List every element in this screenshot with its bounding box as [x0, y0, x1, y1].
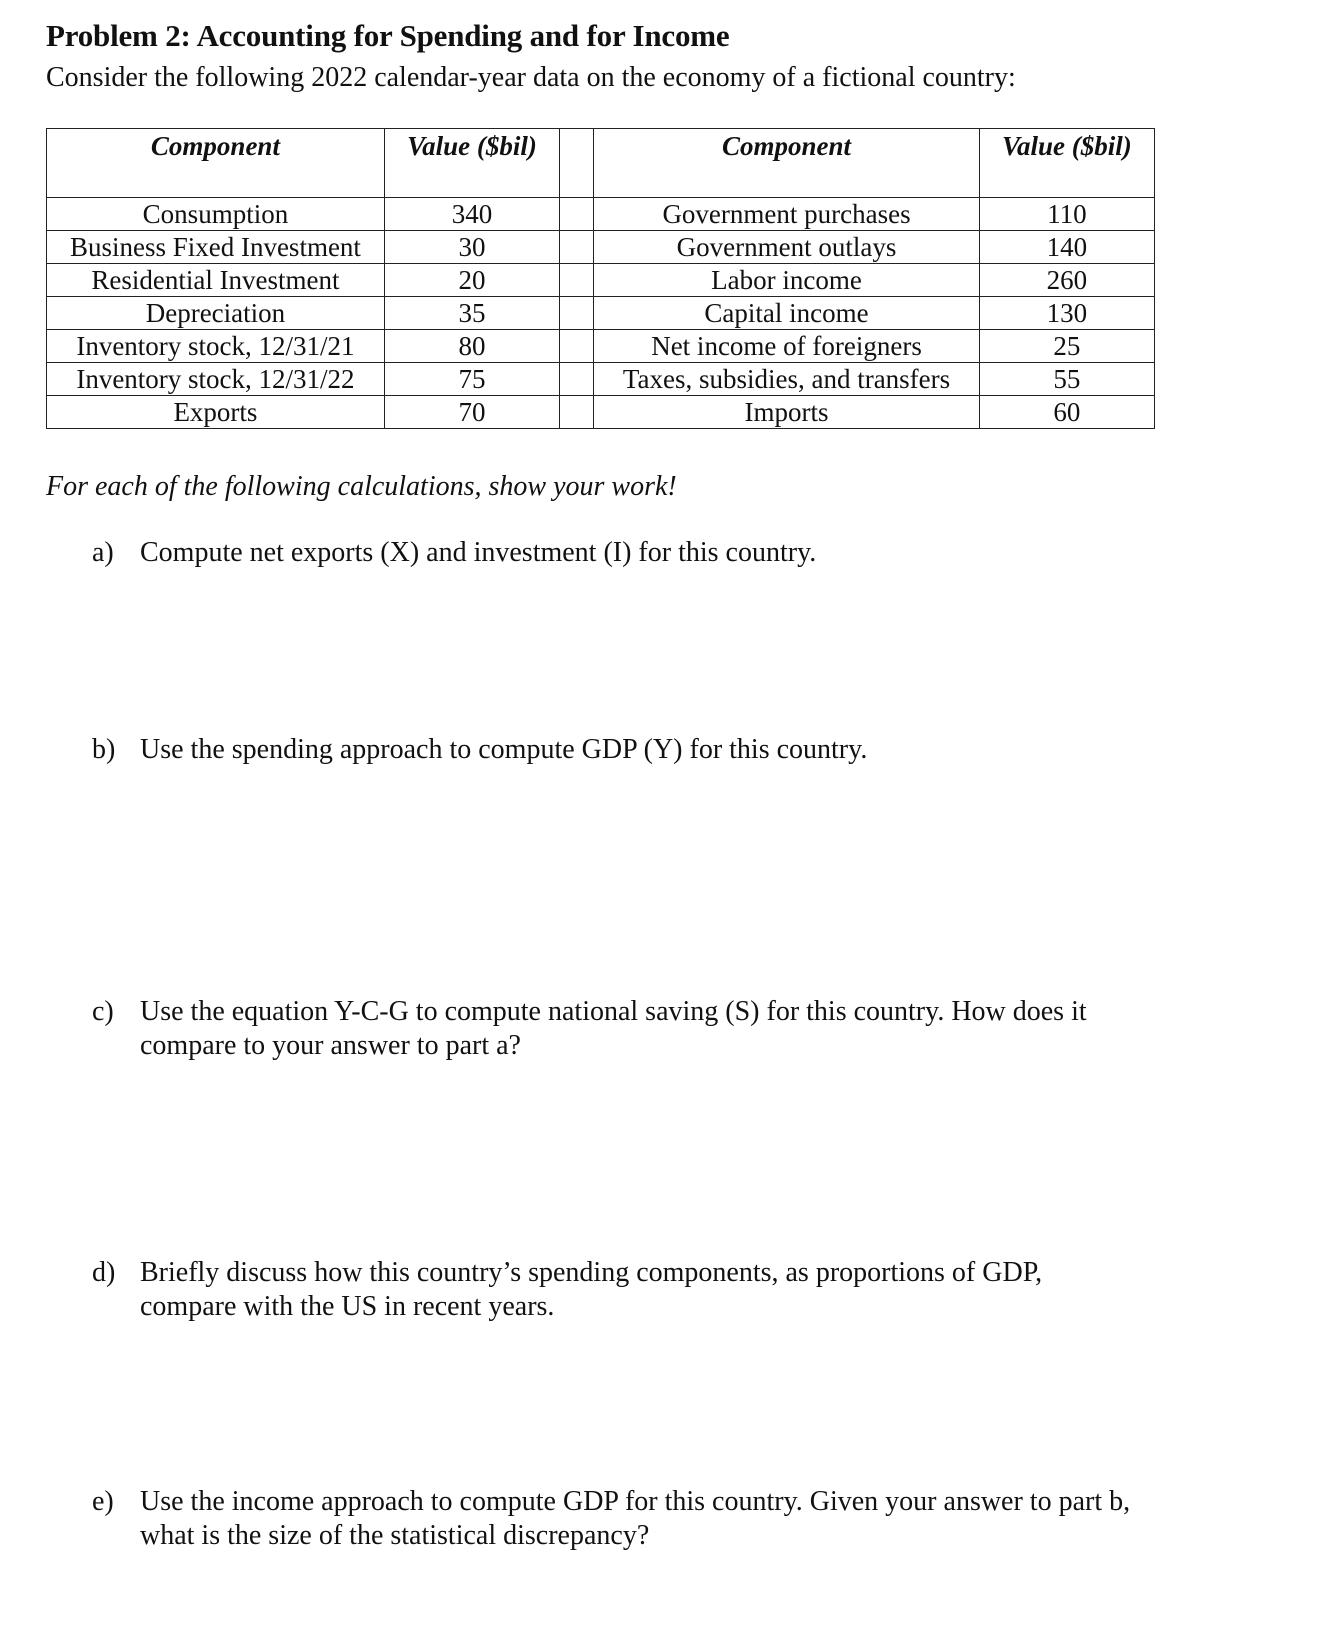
question-label: e) [92, 1486, 114, 1517]
left-component-cell: Exports [47, 396, 385, 429]
left-value-cell: 30 [384, 231, 559, 264]
work-instruction: For each of the following calculations, show your work! [46, 471, 677, 502]
spacer-column-header [560, 129, 594, 198]
left-component-cell: Depreciation [47, 297, 385, 330]
question-label: c) [92, 996, 114, 1027]
header-left-component: Component [47, 129, 385, 198]
spacer-cell [560, 396, 594, 429]
question-text: Compute net exports (X) and investment (I) for this country. [140, 537, 817, 568]
problem-title: Problem 2: Accounting for Spending and for Income [46, 18, 730, 53]
left-component-cell: Inventory stock, 12/31/21 [47, 330, 385, 363]
table-row [47, 264, 1155, 297]
left-value-cell: 35 [384, 297, 559, 330]
table-row [47, 396, 1155, 429]
problem-intro: Consider the following 2022 calendar-year data on the economy of a fictional country: [46, 62, 1016, 93]
left-value-cell: 80 [384, 330, 559, 363]
right-value-cell: 130 [979, 297, 1154, 330]
right-component-cell: Net income of foreigners [594, 330, 980, 363]
table-row [47, 198, 1155, 231]
header-right-component: Component [594, 129, 980, 198]
right-component-cell: Labor income [594, 264, 980, 297]
question-text: Use the equation Y-C-G to compute national saving (S) for this country. How does it [140, 996, 1087, 1027]
spacer-cell [560, 363, 594, 396]
table-row [47, 231, 1155, 264]
left-component-cell: Consumption [47, 198, 385, 231]
spacer-cell [560, 198, 594, 231]
question-label: d) [92, 1257, 116, 1288]
question-text: Briefly discuss how this country’s spending components, as proportions of GDP, [140, 1257, 1043, 1288]
right-component-cell: Imports [594, 396, 980, 429]
spacer-cell [560, 231, 594, 264]
economy-data-table [46, 128, 1155, 429]
right-value-cell: 110 [979, 198, 1154, 231]
left-value-cell: 70 [384, 396, 559, 429]
right-component-cell: Government outlays [594, 231, 980, 264]
question-text-line2: what is the size of the statistical discrepancy? [140, 1520, 650, 1551]
question-text: Use the income approach to compute GDP for this country. Given your answer to part b, [140, 1486, 1131, 1517]
table-header-row [47, 129, 1155, 198]
left-component-cell: Business Fixed Investment [47, 231, 385, 264]
right-value-cell: 260 [979, 264, 1154, 297]
question-label: b) [92, 734, 116, 765]
left-component-cell: Residential Investment [47, 264, 385, 297]
question-label: a) [92, 537, 114, 568]
left-value-cell: 75 [384, 363, 559, 396]
right-value-cell: 60 [979, 396, 1154, 429]
spacer-cell [560, 330, 594, 363]
question-text: Use the spending approach to compute GDP (Y) for this country. [140, 734, 868, 765]
right-value-cell: 55 [979, 363, 1154, 396]
right-value-cell: 140 [979, 231, 1154, 264]
spacer-cell [560, 264, 594, 297]
question-text-line2: compare to your answer to part a? [140, 1030, 521, 1061]
right-component-cell: Government purchases [594, 198, 980, 231]
left-value-cell: 20 [384, 264, 559, 297]
left-component-cell: Inventory stock, 12/31/22 [47, 363, 385, 396]
header-right-value: Value ($bil) [979, 129, 1154, 198]
right-component-cell: Taxes, subsidies, and transfers [594, 363, 980, 396]
table-row [47, 330, 1155, 363]
question-text-line2: compare with the US in recent years. [140, 1291, 555, 1322]
table-row [47, 297, 1155, 330]
left-value-cell: 340 [384, 198, 559, 231]
table-row [47, 363, 1155, 396]
spacer-cell [560, 297, 594, 330]
right-component-cell: Capital income [594, 297, 980, 330]
right-value-cell: 25 [979, 330, 1154, 363]
header-left-value: Value ($bil) [384, 129, 559, 198]
